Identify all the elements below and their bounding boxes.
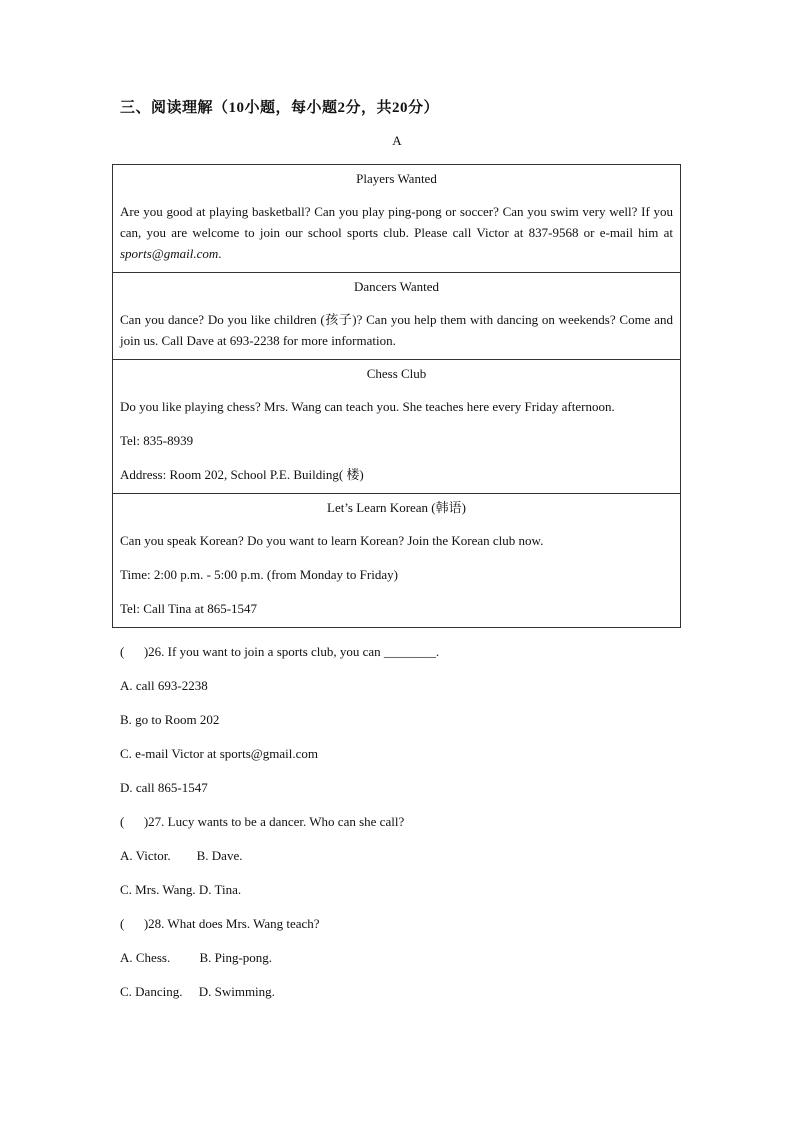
question-26-option-d: D. call 865-1547 xyxy=(120,780,208,795)
notice-dancers-wanted xyxy=(113,273,680,360)
notice-text xyxy=(120,201,673,264)
notice-body: Are you good at playing basketball? Can you play ping-pong or soccer? Can you swim very well? If you can, you are welcome to join our school sports club. Please call Victor at 837-9568 or e-mail him at xyxy=(120,204,673,240)
question-26-option-b: B. go to Room 202 xyxy=(120,712,220,727)
question-27-stem: ( )27. Lucy wants to be a dancer. Who can she call? xyxy=(120,814,405,829)
questions xyxy=(120,642,680,1016)
notice-tel: Tel: Call Tina at 865-1547 xyxy=(120,601,258,616)
section-title: 三、阅读理解（10小题，每小题2分，共20分） xyxy=(120,100,440,116)
notice-address: Address: Room 202, School P.E. Building( 楼) xyxy=(120,467,364,482)
notice-heading: Players Wanted xyxy=(356,171,437,186)
question-26-option-a: A. call 693-2238 xyxy=(120,678,208,693)
notice-time: Time: 2:00 p.m. - 5:00 p.m. (from Monday to Friday) xyxy=(120,567,398,582)
notice-text: Can you dance? Do you like children (孩子)? Can you help them with dancing on weekends? Come and join us. Call Dave at 693-2238 for more information. xyxy=(120,312,673,348)
question-26-stem: ( )26. If you want to join a sports club, you can ________. xyxy=(120,644,440,659)
notice-text: Do you like playing chess? Mrs. Wang can teach you. She teaches here every Friday afternoon. xyxy=(120,399,615,414)
question-28-options-ab: A. Chess. B. Ping-pong. xyxy=(120,950,273,965)
notice-text: Can you speak Korean? Do you want to learn Korean? Join the Korean club now. xyxy=(120,533,544,548)
question-27-options-ab: A. Victor. B. Dave. xyxy=(120,848,243,863)
notice-chess-club xyxy=(113,360,680,494)
notice-table xyxy=(112,164,681,628)
notice-heading: Dancers Wanted xyxy=(354,279,439,294)
notice-players-wanted xyxy=(113,165,680,273)
notice-heading: Chess Club xyxy=(366,366,427,381)
notice-tel: Tel: 835-8939 xyxy=(120,433,194,448)
notice-end: . xyxy=(218,246,222,261)
email-address: sports@gmail.com xyxy=(120,246,219,261)
passage-letter: A xyxy=(392,133,402,148)
notice-heading: Let’s Learn Korean (韩语) xyxy=(327,500,466,515)
question-27-options-cd: C. Mrs. Wang. D. Tina. xyxy=(120,882,242,897)
question-28-options-cd: C. Dancing. D. Swimming. xyxy=(120,984,275,999)
notice-korean-club xyxy=(113,494,680,627)
question-28-stem: ( )28. What does Mrs. Wang teach? xyxy=(120,916,320,931)
question-26-option-c: C. e-mail Victor at sports@gmail.com xyxy=(120,746,318,761)
